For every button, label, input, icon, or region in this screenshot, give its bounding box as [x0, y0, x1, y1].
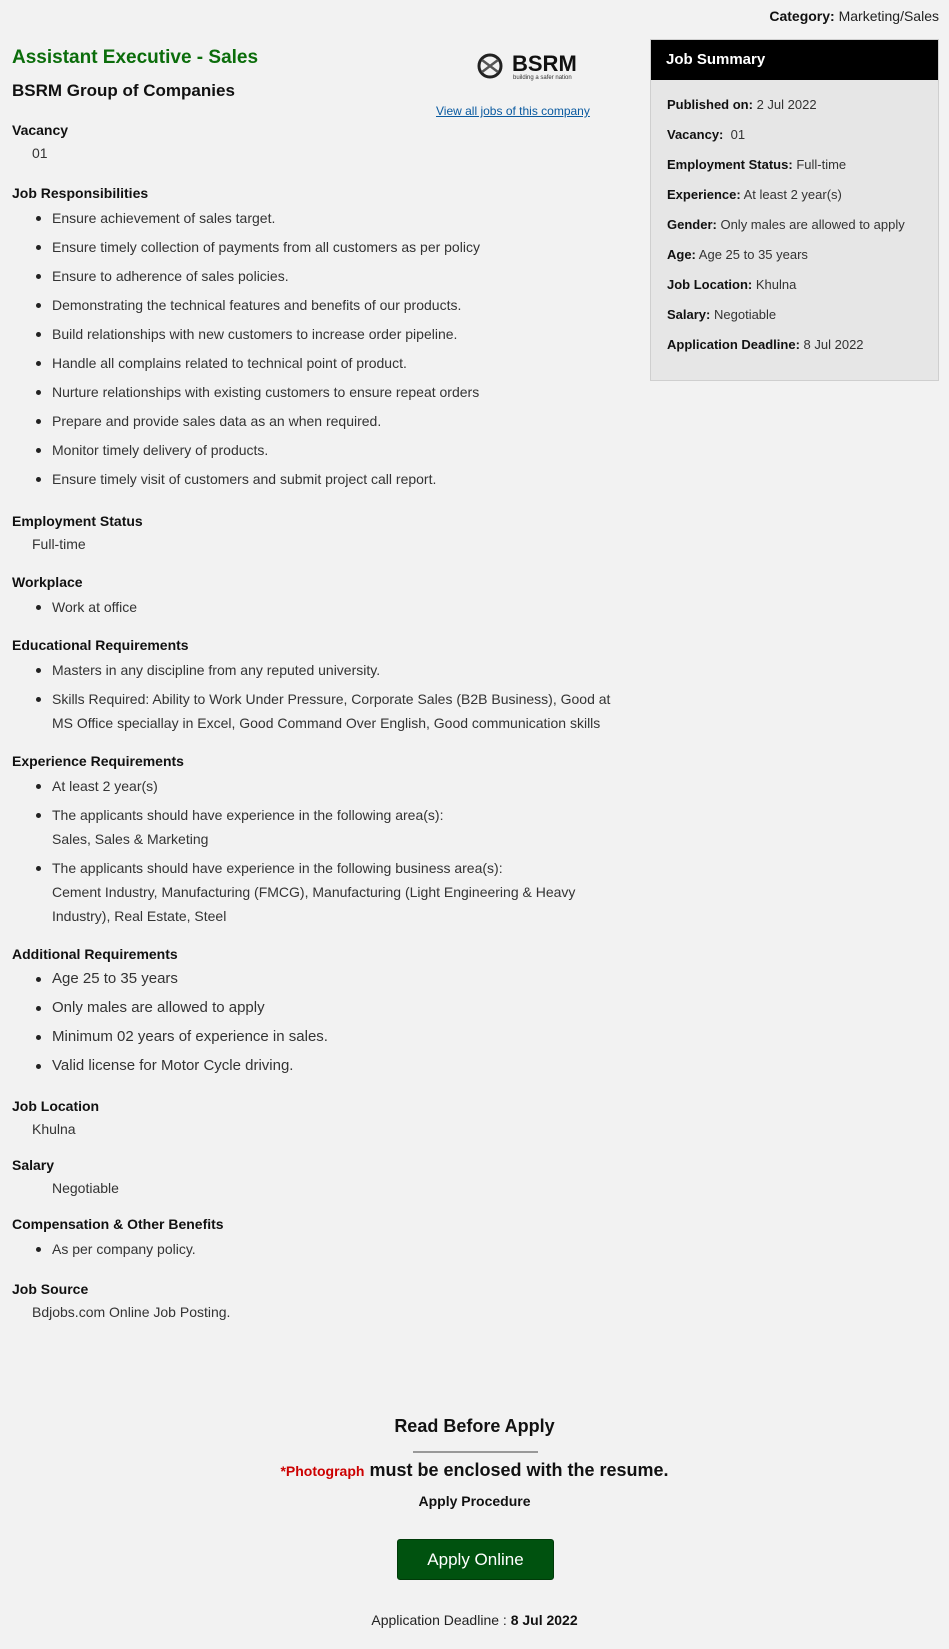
photograph-note-text: must be enclosed with the resume. [369, 1460, 669, 1480]
salary-value: Negotiable [52, 1180, 119, 1196]
list-item: Work at office [32, 595, 612, 619]
company-logo [476, 50, 612, 82]
list-item: Skills Required: Ability to Work Under Pressure, Corporate Sales (B2B Business), Good at MS Office speciallay in Excel, Good Command Over English, Good communication skills [32, 687, 612, 735]
list-item: Handle all complains related to technical point of product. [32, 351, 612, 375]
read-before-apply-heading: Read Before Apply [394, 1416, 555, 1436]
company-name: BSRM Group of Companies [12, 81, 235, 100]
section-benefits [12, 1216, 612, 1261]
list-item: Valid license for Motor Cycle driving. [32, 1054, 612, 1078]
list-item: Build relationships with new customers to increase order pipeline. [32, 322, 612, 346]
location-value: Khulna [32, 1121, 76, 1137]
category-label: Category: [769, 8, 835, 24]
summary-row-experience: Experience: At least 2 year(s) [667, 187, 842, 202]
section-education [12, 637, 612, 735]
section-title: Job Location [12, 1098, 100, 1114]
section-title: Employment Status [12, 513, 143, 529]
list-item: Ensure to adherence of sales policies. [32, 264, 612, 288]
vacancy-value: 01 [32, 145, 48, 161]
job-summary-title: Job Summary [651, 40, 938, 80]
application-deadline [0, 1612, 949, 1628]
category-value: Marketing/Sales [838, 8, 939, 24]
section-title: Additional Requirements [12, 946, 178, 962]
experience-area-value: Sales, Sales & Marketing [52, 831, 209, 847]
summary-row-vacancy: Vacancy: 01 [667, 127, 746, 142]
list-item: As per company policy. [32, 1237, 612, 1261]
experience-area-intro: The applicants should have experience in the following area(s): [52, 807, 444, 823]
deadline-value: 8 Jul 2022 [510, 1612, 578, 1628]
logo-tagline: building a safer nation [513, 75, 572, 81]
view-all-jobs-link[interactable]: View all jobs of this company [436, 104, 590, 118]
section-additional [12, 946, 612, 1078]
section-responsibilities [12, 185, 612, 491]
photograph-note [0, 1460, 949, 1481]
list-item: Masters in any discipline from any reputed university. [32, 658, 612, 682]
list-item: Monitor timely delivery of products. [32, 438, 612, 462]
section-title: Job Responsibilities [12, 185, 149, 201]
summary-row-salary: Salary: Negotiable [667, 307, 777, 322]
list-item: Age 25 to 35 years [32, 967, 612, 991]
section-experience [12, 753, 612, 928]
list-item: Ensure achievement of sales target. [32, 206, 612, 230]
summary-row-deadline: Application Deadline: 8 Jul 2022 [667, 337, 864, 352]
section-title: Compensation & Other Benefits [12, 1216, 224, 1232]
divider [413, 1451, 538, 1453]
section-workplace [12, 574, 612, 619]
section-employment-status [12, 513, 612, 554]
deadline-label: Application Deadline : [371, 1612, 507, 1628]
job-sections [12, 122, 612, 1340]
section-title: Job Source [12, 1281, 89, 1297]
employment-status-value: Full-time [32, 536, 86, 552]
source-value: Bdjobs.com Online Job Posting. [32, 1304, 231, 1320]
list-item: Ensure timely collection of payments from all customers as per policy [32, 235, 612, 259]
section-title: Vacancy [12, 122, 69, 138]
section-vacancy [12, 122, 612, 163]
list-item: Minimum 02 years of experience in sales. [32, 1025, 612, 1049]
category-line [769, 8, 939, 24]
section-source [12, 1281, 612, 1322]
section-title: Educational Requirements [12, 637, 189, 653]
apply-online-button[interactable]: Apply Online [397, 1539, 554, 1580]
list-item: At least 2 year(s) [32, 774, 612, 798]
experience-business-value: Cement Industry, Manufacturing (FMCG), Manufacturing (Light Engineering & Heavy Industry), Real Estate, Steel [52, 884, 576, 924]
summary-row-age: Age: Age 25 to 35 years [667, 247, 808, 262]
photograph-required-label: *Photograph [280, 1463, 365, 1479]
summary-row-gender: Gender: Only males are allowed to apply [667, 217, 905, 232]
list-item [32, 856, 612, 928]
section-salary [12, 1157, 612, 1198]
list-item [32, 803, 612, 851]
section-title: Experience Requirements [12, 753, 184, 769]
list-item: Only males are allowed to apply [32, 996, 612, 1020]
job-summary-panel [650, 39, 939, 381]
list-item: Ensure timely visit of customers and submit project call report. [32, 467, 612, 491]
summary-row-employment-status: Employment Status: Full-time [667, 157, 847, 172]
section-title: Salary [12, 1157, 55, 1173]
summary-row-published: Published on: 2 Jul 2022 [667, 97, 817, 112]
list-item: Demonstrating the technical features and benefits of our products. [32, 293, 612, 317]
section-title: Workplace [12, 574, 83, 590]
list-item: Nurture relationships with existing customers to ensure repeat orders [32, 380, 612, 404]
apply-procedure-heading: Apply Procedure [418, 1493, 531, 1509]
logo-text: BSRM [512, 51, 577, 76]
summary-row-location: Job Location: Khulna [667, 277, 797, 292]
section-location [12, 1098, 612, 1139]
experience-business-intro: The applicants should have experience in the following business area(s): [52, 860, 503, 876]
bsrm-logo-icon [479, 55, 501, 77]
job-title: Assistant Executive - Sales [12, 47, 259, 68]
list-item: Prepare and provide sales data as an when required. [32, 409, 612, 433]
